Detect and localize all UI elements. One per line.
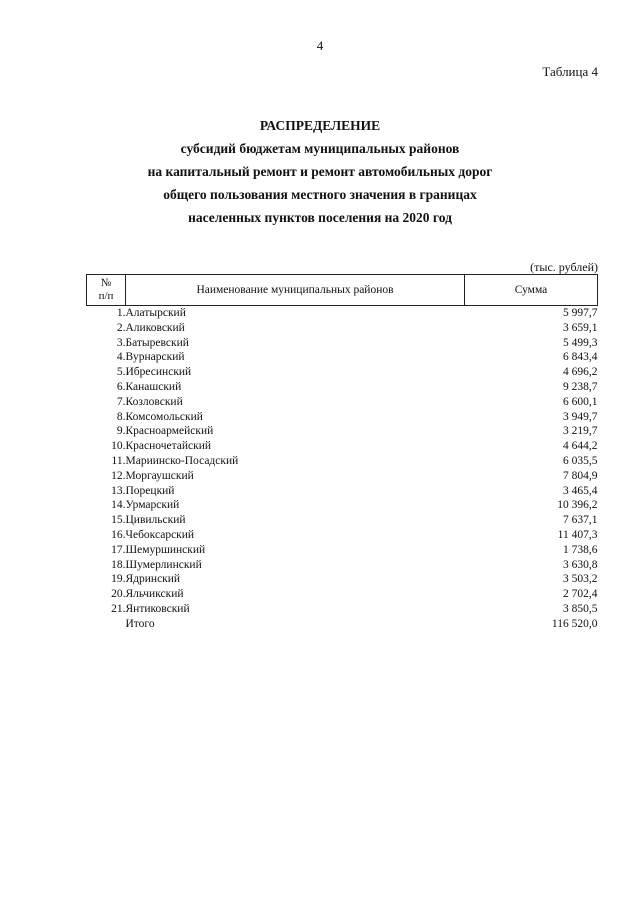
row-district-name: Батыревский (125, 336, 189, 349)
row-number: 15. (111, 514, 126, 527)
row-number: 16. (111, 528, 126, 541)
row-sum: 1 738,6 (563, 543, 598, 556)
row-district-name: Моргаушский (125, 469, 194, 482)
row-sum: 5 997,7 (563, 307, 598, 319)
row-number: 2. (116, 321, 126, 334)
row-district-name: Красноармейский (125, 425, 214, 438)
table-total-row (87, 617, 598, 632)
table-row (87, 439, 598, 454)
title-line-1: РАСПРЕДЕЛЕНИЕ (259, 118, 381, 133)
row-number: 6. (116, 380, 126, 393)
row-sum: 5 499,3 (563, 336, 598, 349)
table-row (87, 410, 598, 425)
header-district-name: Наименование муниципальных районов (126, 275, 465, 306)
row-district-name: Козловский (125, 395, 183, 408)
row-sum: 3 503,2 (563, 573, 598, 586)
row-district-name: Шемуршинский (125, 543, 206, 556)
row-number: 17. (111, 543, 126, 556)
table-row (87, 336, 598, 351)
row-sum: 3 949,7 (563, 410, 598, 423)
row-district-name: Яльчикский (125, 588, 184, 601)
row-sum: 7 804,9 (563, 469, 598, 482)
table-row (87, 306, 598, 321)
row-district-name: Вурнарский (125, 351, 185, 364)
row-district-name: Аликовский (125, 321, 185, 334)
row-number: 13. (111, 484, 126, 497)
row-number: 5. (116, 366, 126, 379)
title-line-4: общего пользования местного значения в границах (163, 187, 477, 202)
row-district-name: Ядринский (125, 573, 181, 586)
table-row (87, 365, 598, 380)
row-number: 12. (111, 469, 126, 482)
table-label: Таблица 4 (542, 64, 598, 79)
table-row (87, 498, 598, 513)
row-district-name: Порецкий (125, 484, 175, 497)
row-number: 1. (116, 307, 126, 319)
title-line-3: на капитальный ремонт и ремонт автомобильных дорог (147, 164, 493, 179)
table-row (87, 602, 598, 617)
row-number-empty (87, 617, 126, 632)
table-row (87, 572, 598, 587)
table-row (87, 513, 598, 528)
table-row (87, 484, 598, 499)
row-district-name: Шумерлинский (125, 558, 202, 571)
table-row (87, 469, 598, 484)
row-district-name: Красночетайский (125, 440, 212, 453)
table-row (87, 528, 598, 543)
header-sum: Сумма (465, 275, 598, 306)
row-district-name: Алатырский (125, 307, 186, 319)
page-number: 4 (316, 38, 324, 53)
row-number: 4. (116, 351, 126, 364)
row-number: 11. (111, 454, 126, 467)
row-number: 21. (111, 602, 126, 615)
row-district-name: Урмарский (125, 499, 180, 512)
table-row (87, 321, 598, 336)
row-number: 20. (111, 588, 126, 601)
document-title (0, 114, 640, 229)
units-note: (тыс. рублей) (530, 260, 598, 274)
row-sum: 6 035,5 (563, 454, 598, 467)
row-sum: 7 637,1 (563, 514, 598, 527)
row-sum: 6 600,1 (563, 395, 598, 408)
table-row (87, 543, 598, 558)
table-row (87, 424, 598, 439)
row-district-name: Чебоксарский (125, 528, 195, 541)
table-row (87, 558, 598, 573)
table-row (87, 380, 598, 395)
header-number (87, 275, 126, 306)
header-number-abbr: п/п (98, 290, 114, 302)
row-sum: 2 702,4 (563, 588, 598, 601)
row-number: 8. (116, 410, 126, 423)
row-sum: 10 396,2 (557, 499, 598, 512)
row-sum: 3 219,7 (563, 425, 598, 438)
row-sum: 3 630,8 (563, 558, 598, 571)
table-row (87, 587, 598, 602)
row-sum: 6 843,4 (563, 351, 598, 364)
table-row (87, 350, 598, 365)
row-sum: 4 644,2 (563, 440, 598, 453)
distribution-table (86, 274, 598, 632)
row-number: 19. (111, 573, 126, 586)
row-sum: 3 659,1 (563, 321, 598, 334)
row-district-name: Комсомольский (125, 410, 203, 423)
table-row (87, 454, 598, 469)
row-sum: 11 407,3 (557, 528, 598, 541)
title-line-2: субсидий бюджетам муниципальных районов (180, 141, 460, 156)
row-number: 14. (111, 499, 126, 512)
total-sum: 116 520,0 (551, 617, 598, 630)
row-number: 18. (111, 558, 126, 571)
row-district-name: Мариинско-Посадский (125, 454, 239, 467)
header-number-symbol: № (100, 277, 112, 289)
row-number: 7. (116, 395, 126, 408)
row-number: 10. (111, 440, 126, 453)
row-sum: 3 465,4 (563, 484, 598, 497)
table-body (87, 306, 598, 632)
row-district-name: Цивильский (125, 514, 186, 527)
row-district-name: Ибресинский (125, 366, 192, 379)
row-number: 9. (116, 425, 126, 438)
row-sum: 9 238,7 (563, 380, 598, 393)
table-row (87, 395, 598, 410)
row-number: 3. (116, 336, 126, 349)
title-line-5: населенных пунктов поселения на 2020 год (188, 210, 452, 225)
row-district-name: Янтиковский (125, 602, 190, 615)
row-sum: 4 696,2 (563, 366, 598, 379)
row-district-name: Канашский (125, 380, 182, 393)
table-header-row (87, 275, 598, 306)
total-label: Итого (125, 617, 155, 630)
row-sum: 3 850,5 (563, 602, 598, 615)
